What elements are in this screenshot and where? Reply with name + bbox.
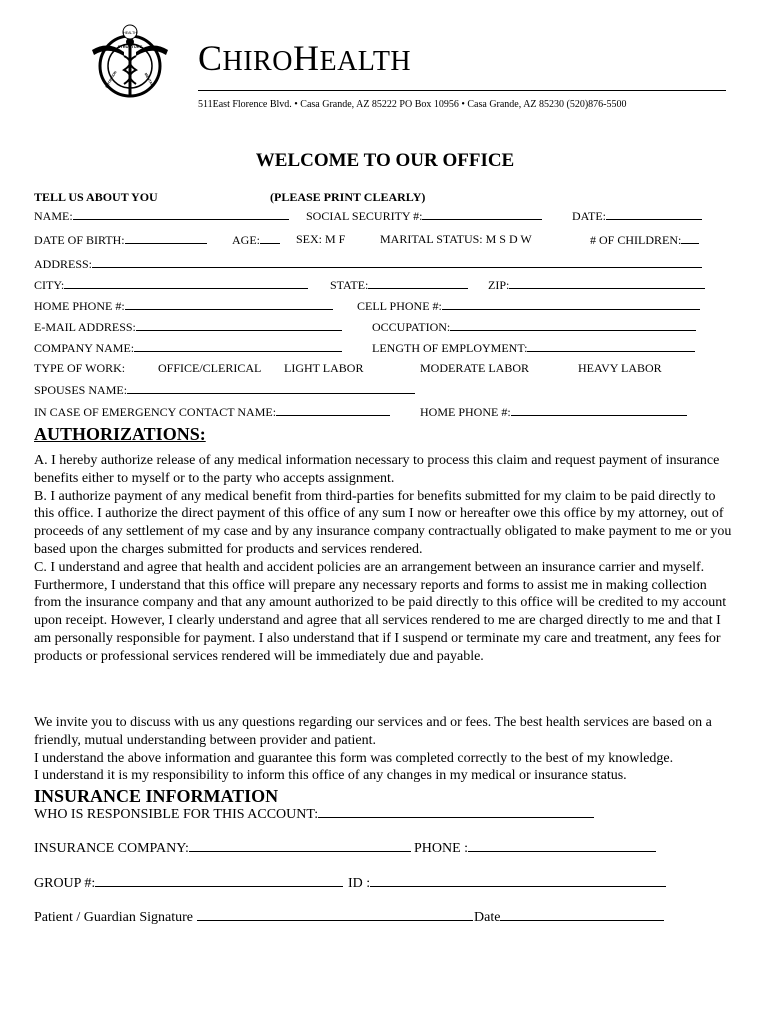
signature-label: Patient / Guardian Signature: [34, 910, 194, 925]
authorizations-heading: AUTHORIZATIONS:: [34, 424, 206, 444]
emergency-phone-label: HOME PHONE #:: [420, 405, 511, 419]
logo-right-text: MENTAL: [143, 72, 155, 87]
home-phone-field[interactable]: [34, 298, 333, 314]
work-option-moderate[interactable]: MODERATE LABOR: [420, 361, 530, 375]
chirohealth-logo: [88, 22, 172, 106]
cell-phone-field[interactable]: [357, 298, 700, 314]
date-label: DATE:: [572, 209, 606, 223]
insurance-id-field[interactable]: [348, 875, 666, 892]
occupation-field[interactable]: [372, 319, 696, 335]
signature-field[interactable]: [34, 909, 473, 926]
authorization-a: A. I hereby authorize release of any medical information necessary to process this claim and request payment of insurance benefits either to myself or to the party who accepts assignment.: [34, 453, 720, 486]
name-field[interactable]: [34, 208, 289, 224]
insurance-phone-label: PHONE :: [414, 841, 469, 856]
address-field[interactable]: [34, 256, 702, 272]
email-label: E-MAIL ADDRESS:: [34, 320, 136, 334]
emergency-phone-field[interactable]: [420, 404, 687, 420]
cell-phone-label: CELL PHONE #:: [357, 299, 442, 313]
brand-wordmark: [198, 40, 411, 76]
logo-badge-text: HEALTH: [123, 31, 137, 35]
ssn-field[interactable]: [306, 208, 542, 224]
group-number-field[interactable]: [34, 875, 343, 892]
invite-text: We invite you to discuss with us any questions regarding our services and or fees. The best health services are based on a friendly, mutual understanding between provider and patient.: [34, 715, 712, 748]
group-number-label: GROUP #:: [34, 876, 96, 891]
office-address: 511East Florence Blvd. • Casa Grande, AZ 85222 PO Box 10956 • Casa Grande, AZ 85230 (520)876-5500: [198, 99, 627, 110]
sex-field[interactable]: SEX: M F: [296, 232, 346, 246]
signature-date-label: Date: [474, 910, 501, 925]
insurance-company-field[interactable]: [34, 840, 411, 857]
authorizations-body: [34, 452, 734, 666]
guarantee-text: I understand the above information and guarantee this form was completed correctly to the best of my knowledge.: [34, 750, 674, 766]
address-label: ADDRESS:: [34, 257, 93, 271]
name-label: NAME:: [34, 209, 73, 223]
brand-rule: [198, 90, 726, 91]
age-label: AGE:: [232, 233, 260, 247]
responsible-party-field[interactable]: [34, 806, 594, 823]
insurance-id-label: ID :: [348, 876, 371, 891]
logo-left-text: NUTRITION: [104, 70, 118, 89]
date-field[interactable]: [572, 208, 702, 224]
about-heading: TELL US ABOUT YOU: [34, 190, 158, 204]
signature-date-field[interactable]: [474, 909, 664, 926]
brand-letters-hiro: HIRO: [222, 46, 293, 77]
state-label: STATE:: [330, 278, 369, 292]
zip-label: ZIP:: [488, 278, 510, 292]
employment-length-field[interactable]: [372, 340, 695, 356]
employment-length-label: LENGTH OF EMPLOYMENT:: [372, 341, 528, 355]
company-label: COMPANY NAME:: [34, 341, 135, 355]
children-label: # OF CHILDREN:: [590, 233, 682, 247]
authorization-b: B. I authorize payment of any medical benefit from third-parties for benefits submitted for my claim to be paid directly to this office. I authorize the direct payment of this office of any sum I now or hereafter owe this office by my attorney, out of proceeds of any settlement of my case and by any insurance company contractually obligated to make payment to me or you based upon the charges submitted for products and services rendered.: [34, 488, 732, 557]
children-field[interactable]: [590, 232, 699, 248]
responsible-party-label: WHO IS RESPONSIBLE FOR THIS ACCOUNT:: [34, 807, 319, 822]
brand-letter-c: C: [198, 38, 223, 78]
marital-status-field[interactable]: MARITAL STATUS: M S D W: [380, 232, 532, 246]
city-label: CITY:: [34, 278, 65, 292]
type-of-work-label: TYPE OF WORK:: [34, 361, 126, 375]
brand-letters-ealth: EALTH: [319, 46, 412, 77]
email-field[interactable]: [34, 319, 342, 335]
print-note: (PLEASE PRINT CLEARLY): [270, 190, 426, 204]
spouse-field[interactable]: [34, 382, 415, 398]
company-field[interactable]: [34, 340, 342, 356]
acknowledgement-body: [34, 714, 734, 785]
insurance-company-label: INSURANCE COMPANY:: [34, 841, 189, 856]
occupation-label: OCCUPATION:: [372, 320, 451, 334]
logo-top-text: STRUCTURE: [117, 44, 143, 49]
emergency-contact-field[interactable]: [34, 404, 390, 420]
page-title: WELCOME TO OUR OFFICE: [255, 150, 515, 171]
dob-field[interactable]: [34, 232, 207, 248]
work-option-heavy[interactable]: HEAVY LABOR: [578, 361, 662, 375]
home-phone-label: HOME PHONE #:: [34, 299, 125, 313]
ssn-label: SOCIAL SECURITY #:: [306, 209, 423, 223]
insurance-heading: INSURANCE INFORMATION: [34, 786, 279, 806]
age-field[interactable]: [232, 232, 280, 248]
responsibility-text: I understand it is my responsibility to inform this office of any changes in my medical or insurance status.: [34, 768, 627, 784]
authorization-c: C. I understand and agree that health and accident policies are an arrangement between an insurance carrier and myself. Furthermore, I understand that this office will prepare any necessary reports and forms to assist me in making collection from the insurance company and that any amount authorized to be paid directly to this office will be credited to my account upon receipt. However, I clearly understand and agree that all services rendered to me are charged directly to me and that I am personally responsible for payment. I also understand that if I suspend or terminate my care and treatment, any fees for products or professional services rendered will be immediately due and payable.: [34, 559, 727, 664]
zip-field[interactable]: [488, 277, 705, 293]
city-field[interactable]: [34, 277, 308, 293]
state-field[interactable]: [330, 277, 468, 293]
brand-letter-h: H: [292, 38, 320, 78]
insurance-phone-field[interactable]: [414, 840, 656, 857]
dob-label: DATE OF BIRTH:: [34, 233, 125, 247]
work-option-office[interactable]: OFFICE/CLERICAL: [158, 361, 262, 375]
emergency-contact-label: IN CASE OF EMERGENCY CONTACT NAME:: [34, 405, 277, 419]
work-option-light[interactable]: LIGHT LABOR: [284, 361, 364, 375]
spouse-label: SPOUSES NAME:: [34, 383, 128, 397]
